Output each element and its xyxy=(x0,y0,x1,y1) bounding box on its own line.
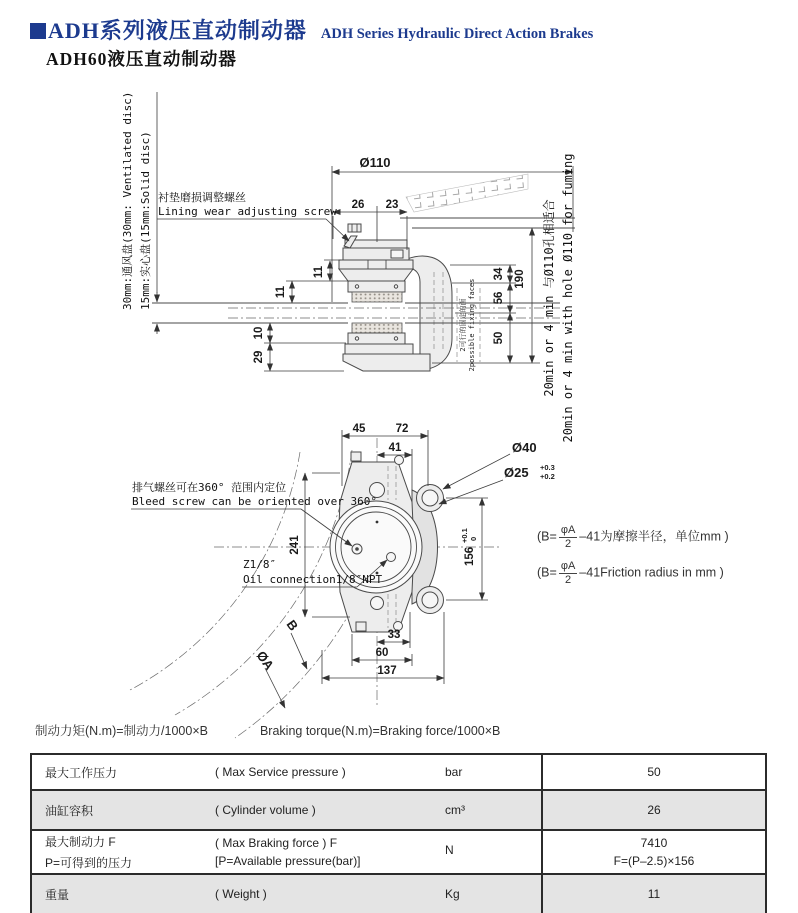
page-title-en: ADH Series Hydraulic Direct Action Brakes xyxy=(320,26,594,42)
spec-value: 11 xyxy=(541,875,765,913)
oil-note-en: Oil connection1/8″NPT xyxy=(243,573,383,586)
dim-label-60: 60 xyxy=(375,647,389,659)
dim-label-72: 72 xyxy=(395,423,409,435)
friction-note-en xyxy=(537,560,777,586)
fraction-denominator: 2 xyxy=(564,573,572,586)
dim-label-diaA: ØA xyxy=(253,648,278,673)
friction-note-zh-text: –41为摩擦半径，单位mm ) xyxy=(579,529,729,544)
dim-label-dia110: Ø110 xyxy=(359,155,391,170)
disc-type-note-en: 15mm:实心盘(15mm:Solid disc) xyxy=(139,131,152,310)
lower-port xyxy=(371,597,384,610)
bleed-note-zh: 排气螺丝可在360° 范围内定位 xyxy=(132,481,287,494)
fraction xyxy=(559,524,577,550)
backing-screw xyxy=(355,337,358,340)
top-view xyxy=(120,92,575,443)
callout-leader xyxy=(326,219,349,241)
page-subtitle: ADH60液压直动制动器 xyxy=(46,49,237,69)
fraction-denominator: 2 xyxy=(564,537,572,550)
fixing-note-zh: 2可行的固定的面 xyxy=(459,298,467,352)
spec-name-zh-line1: 最大制动力 F xyxy=(45,835,116,849)
spec-unit: cm³ xyxy=(445,803,465,817)
spec-value xyxy=(541,831,765,873)
leader-diaA xyxy=(265,668,285,708)
extension-line xyxy=(264,260,350,371)
dim-label-29: 29 xyxy=(253,350,265,364)
spec-unit: Kg xyxy=(445,887,460,901)
disc-type-note-zh: 30mm:通风盘(30mm: Ventilated disc) xyxy=(121,91,134,310)
dim-label-11a: 11 xyxy=(313,265,325,279)
dim-label-34: 34 xyxy=(493,267,505,281)
page-title-zh: ADH系列液压直动制动器 xyxy=(48,18,307,43)
dim-label-56: 56 xyxy=(493,291,505,305)
d156-tolerance-upper: +0.1 xyxy=(460,528,469,543)
spec-name-en-line2: [P=Available pressure(bar)] xyxy=(215,854,361,868)
spec-value-line1: 7410 xyxy=(640,836,668,850)
mount-hole-top xyxy=(422,490,438,506)
oil-note-size: Z1/8″ xyxy=(243,558,277,571)
friction-pad-upper xyxy=(352,292,402,302)
spec-name-en xyxy=(207,831,427,873)
spec-unit-line1: N xyxy=(445,843,454,857)
adjusting-screw-head xyxy=(348,224,361,232)
bleed-note-en: Bleed screw can be oriented over 360° xyxy=(132,495,378,508)
backing-screw xyxy=(394,285,397,288)
dim-label-50: 50 xyxy=(493,331,505,345)
spec-value: 50 xyxy=(541,755,765,789)
dim-label-dia40: Ø40 xyxy=(512,440,537,455)
lining-callout-en: Lining wear adjusting screw xyxy=(158,205,337,218)
table-row xyxy=(32,789,765,829)
dim-label-137: 137 xyxy=(377,665,397,677)
friction-note-zh xyxy=(537,524,777,550)
spec-name-zh xyxy=(32,831,207,873)
caliper-lower-plate xyxy=(345,344,413,354)
center-dot xyxy=(376,521,379,524)
spec-name-en: ( Cylinder volume ) xyxy=(215,803,316,817)
dim-label-190: 190 xyxy=(514,269,526,289)
d156-tolerance-lower: 0 xyxy=(469,536,478,541)
front-view xyxy=(130,423,555,738)
dim-label-dia25: Ø25 xyxy=(504,465,529,480)
table-row xyxy=(32,829,765,873)
spec-table xyxy=(30,753,767,913)
spec-value-line2: F=(P–2.5)×156 xyxy=(613,854,695,868)
table-row xyxy=(32,755,765,789)
lining-callout-zh: 衬垫磨损调整螺丝 xyxy=(158,191,246,204)
spec-name-zh: 油缸容积 xyxy=(45,803,94,818)
cap-notch xyxy=(391,250,403,258)
disc-hatch-band xyxy=(406,174,528,212)
backing-screw xyxy=(355,285,358,288)
caliper-lower-body xyxy=(343,354,430,371)
spec-name-zh: 最大工作压力 xyxy=(45,765,118,780)
spec-name-en: ( Weight ) xyxy=(215,887,267,901)
caliper-taper xyxy=(339,269,413,281)
spec-name-en-line1: ( Max Braking force ) F xyxy=(215,836,338,850)
oil-port xyxy=(387,553,396,562)
dim-label-241: 241 xyxy=(289,535,301,555)
dim-label-10: 10 xyxy=(253,326,265,340)
friction-radius-notes xyxy=(537,524,777,597)
dim-label-45: 45 xyxy=(352,423,366,435)
bleed-screw-center xyxy=(355,547,359,551)
hole-note-en: 20min or 4 min with hole Ø110 for fuming xyxy=(561,153,575,443)
dim-label-B: B xyxy=(283,617,302,634)
spec-value: 26 xyxy=(541,791,765,829)
mount-hole-bottom xyxy=(422,592,438,608)
friction-note-prefix: (B= xyxy=(537,565,557,580)
formula-zh: 制动力矩(N.m)=制动力/1000×B xyxy=(35,724,208,738)
friction-note-prefix: (B= xyxy=(537,529,557,544)
formula-en: Braking torque(N.m)=Braking force/1000×B xyxy=(259,724,501,738)
top-pin xyxy=(395,456,404,465)
fraction xyxy=(559,560,577,586)
leader-B xyxy=(291,633,307,669)
dia25-tolerance-lower: +0.2 xyxy=(540,472,555,481)
fixing-note-en: 2possible fixing faces xyxy=(468,278,476,372)
dia25-tolerance-upper: +0.3 xyxy=(540,463,555,472)
spec-unit xyxy=(427,831,541,873)
table-row xyxy=(32,873,765,913)
spec-name-zh-line2: P=可得到的压力 xyxy=(45,856,133,870)
bottom-lug xyxy=(356,622,366,631)
fraction-numerator: φA xyxy=(560,560,576,573)
braking-torque-formula xyxy=(35,721,552,739)
spec-name-en: ( Max Service pressure ) xyxy=(215,765,346,779)
friction-pad-lower xyxy=(352,323,402,333)
dim-label-41: 41 xyxy=(388,442,402,454)
top-lug xyxy=(351,452,361,461)
leader-dia40 xyxy=(443,454,510,489)
spec-name-zh: 重量 xyxy=(45,887,70,902)
hole-note-zh: 20min or 4 min 与Ø110孔相适合 xyxy=(542,199,556,397)
dim-label-26: 26 xyxy=(351,199,365,211)
caliper-flange xyxy=(339,260,413,269)
dim-label-11b: 11 xyxy=(275,285,287,299)
backing-screw xyxy=(394,337,397,340)
dim-label-23: 23 xyxy=(385,199,399,211)
fraction-numerator: φA xyxy=(560,524,576,536)
spec-unit: bar xyxy=(445,765,463,779)
dim-label-33: 33 xyxy=(387,629,401,641)
friction-note-en-text: –41Friction radius in mm ) xyxy=(579,565,724,580)
leader-dia25 xyxy=(439,480,503,504)
dim-label-156: 156 xyxy=(464,546,476,566)
